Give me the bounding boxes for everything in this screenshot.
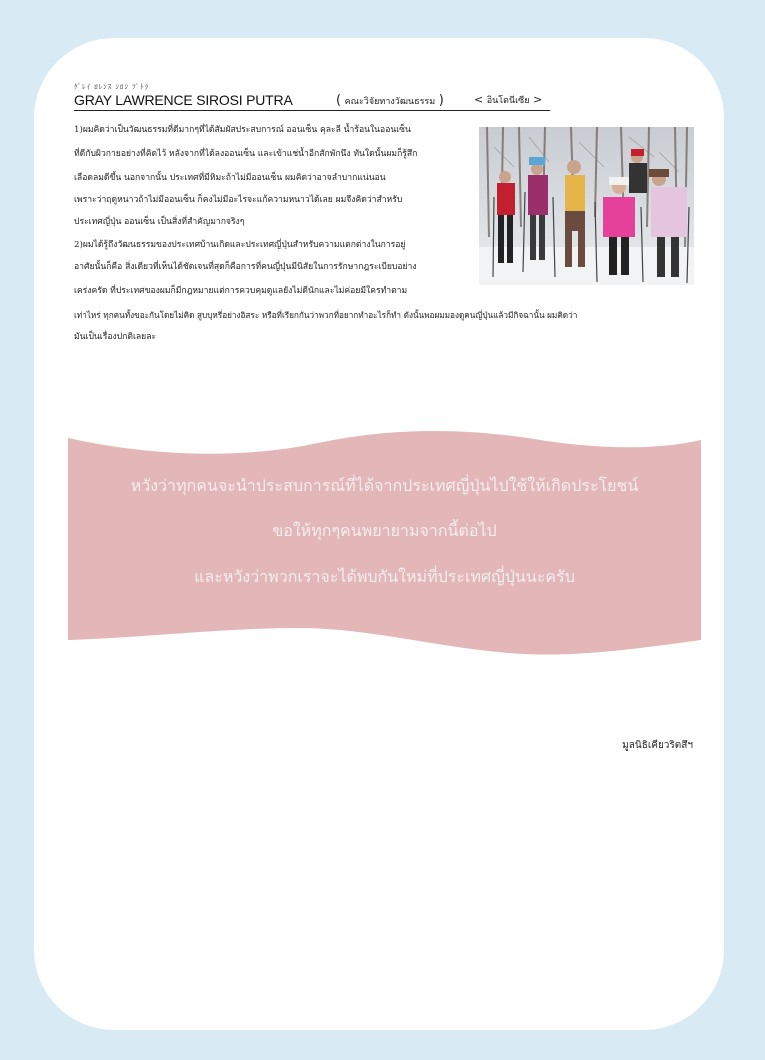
- message-line-3: และหวังว่าพวกเราจะได้พบกันใหม่ที่ประเทศญี่ปุ่นนะครับ: [194, 567, 575, 586]
- paragraph-line: เคร่งครัด ที่ประเทศของผมก็มีกฎหมายแต่การควบคุมดูแลยังไม่ดีนักและไม่ค่อยมีใครทำตาม: [74, 286, 408, 296]
- signature: มูลนิธิเคียวริตสึฯ: [622, 740, 693, 751]
- student-name: GRAY LAWRENCE SIROSI PUTRA: [74, 92, 293, 108]
- faculty: [336, 93, 444, 108]
- paragraph-line: 1)ผมคิดว่าเป็นวัฒนธรรมที่ดีมากๆที่ได้สัมผัสประสบการณ์ ออนเซ็น คุละลี น้ำร้อนในออนเซ็น: [74, 125, 411, 135]
- message-line-1: หวังว่าทุกคนจะนำประสบการณ์ที่ได้จากประเทศญี่ปุ่นไปใช้ให้เกิดประโยชน์: [130, 476, 639, 495]
- message-line-2: ขอให้ทุกๆคนพยายามจากนี้ต่อไป: [272, 521, 497, 540]
- paragraph-line: เท่าไหร่ ทุกคนทั้งขอะกันโดยไม่คิด สูบบุหรี่อย่างอิสระ หรือที่เรียกกันว่าพวกที่อยากทำอะไรก็ทำ ดังนั้นพอผมมองดูคนญี่ปุ่นแล้วมีกิจฉานั้น ผมคิดว่า: [74, 310, 578, 320]
- paragraph-line: 2)ผมได้รู้ถึงวัฒนธรรมของประเทศบ้านเกิดและประเทศญี่ปุ่นสำหรับความแตกต่างในการอยู่: [74, 240, 406, 250]
- paragraph-line: ที่ดีกับผิวกายอย่างที่คิดไว้ หลังจากที่ได้ลงออนเซ็น และเข้าแช่น้ำอีกสักพักนึง ทันใดนั้นผมก็รู้สึก: [74, 149, 418, 159]
- paragraph-line: เพราะว่าฤดูหนาวถ้าไม่มีออนเซ็น ก็คงไม่มีอะไรจะแก้ความหนาวได้เลย ผมจึงคิดว่าสำหรับ: [74, 195, 403, 205]
- country-name: อินโดนีเซีย: [486, 96, 530, 106]
- paragraph-line: ประเทศญี่ปุ่น ออนเซ็น เป็นสิ่งที่สำคัญมากจริงๆ: [74, 217, 245, 227]
- faculty-name: คณะวิจัยทางวัฒนธรรม: [344, 97, 436, 107]
- faculty-open-paren: (: [336, 93, 342, 108]
- name-reading: ｸﾞﾚｲ ﾛﾚﾝｽ ｼﾛｼ ﾌﾟﾄﾗ: [74, 83, 150, 91]
- country: [474, 93, 542, 107]
- faculty-close-paren: ): [438, 93, 444, 108]
- country-open: <: [474, 93, 484, 106]
- paragraph-line: มันเป็นเรื่องปกติเลยละ: [74, 332, 157, 342]
- paragraph-line: อาศัยนั้นก็คือ สิ่งเดียวที่เห็นได้ชัดเจนที่สุดก็คือการที่คนญี่ปุ่นมีนิสัยในการรักษากฎระเบียบอย่าง: [74, 262, 417, 272]
- paragraph-line: เลือดลมดีขึ้น นอกจากนั้น ประเทศที่มีหิมะถ้าไม่มีออนเซ็น ผมคิดว่าอาจลำบากแน่นอน: [74, 173, 386, 183]
- country-close: >: [533, 93, 543, 106]
- group-photo: [479, 127, 694, 285]
